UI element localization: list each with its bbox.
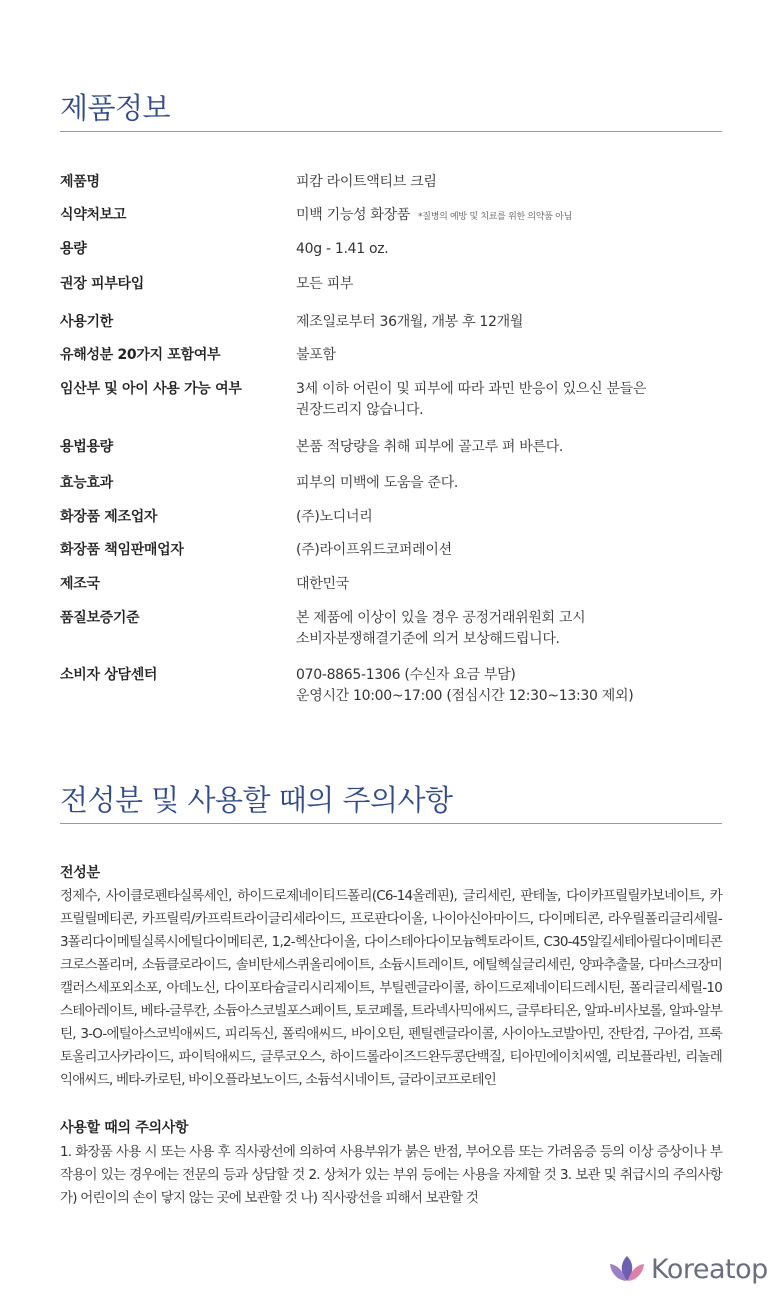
info-label: 임산부 및 아이 사용 가능 여부 [60, 381, 242, 397]
info-value: 피캄 라이트액티브 크림 [296, 174, 437, 190]
info-value [296, 379, 722, 421]
operating-hours: 운영시간 10:00~17:00 (점심시간 12:30~13:30 제외) [296, 688, 634, 704]
info-value: 불포함 [296, 347, 336, 363]
info-label: 소비자 상담센터 [60, 667, 158, 683]
brand-name: Koreatop [651, 1254, 768, 1285]
info-value-line: 본 제품에 이상이 있을 경우 공정거래위원회 고시 [296, 610, 586, 626]
phone-number: 070-8865-1306 (수신자 요금 부담) [296, 667, 516, 683]
info-label: 사용기한 [60, 314, 113, 330]
info-value-line: 권장드리지 않습니다. [296, 402, 424, 418]
info-label: 효능효과 [60, 475, 113, 491]
lotus-icon [607, 1254, 647, 1284]
info-label: 화장품 책임판매업자 [60, 542, 184, 558]
title-divider [60, 823, 722, 824]
info-value-line: 3세 이하 어린이 및 피부에 따라 과민 반응이 있으신 분들은 [296, 381, 647, 397]
info-label: 식약처보고 [60, 207, 127, 223]
info-value: 대한민국 [296, 576, 349, 592]
info-value [296, 205, 722, 228]
info-value: (주)노디너리 [296, 509, 373, 525]
info-value-text: 미백 기능성 화장품 [296, 207, 411, 223]
ingredients-list: 정제수, 사이클로펜타실록세인, 하이드로제네이티드폴리(C6-14올레핀), 글리세린, 판테놀, 다이카프릴릴카보네이트, 카프릴릴메티콘, 카프릴릭/카프릭트라이글리세라이드, 프로판다이올, 나이아신아마이드, 다이메티콘, 라우릴폴리글리세릴-3폴리다이메틸실록시에틸다이메티콘, 1,2-헥산다이올, 다이스테아다이모늄헥토라이트, C30-45알킬세테아릴다이메티콘크로스폴리머, 소듐클로라이드, 솔비탄세스퀴올리에이트, 소듐시트레이트, 에틸헥실글리세린, 양파추출물, 다마스크장미캘러스세포외소포, 아데노신, 다이포타슘글리시리제이트, 부틸렌글라이콜, 하이드로제네이티드레시틴, 폴리글리세릴-10스테아레이트, 베타-글루칸, 소듐아스코빌포스페이트, 토코페롤, 트라넥사믹애씨드, 글루타티온, 알파-비사보롤, 알파-알부틴, 3-O-에틸아스코빅애씨드, 피리독신, 폴릭애씨드, 바이오틴, 펜틸렌글라이콜, 사이아노코발아민, 잔탄검, 구아검, 프룩토올리고사카라이드, 파이틱애씨드, 글루코오스, 하이드롤라이즈드완두콩단백질, 티아민에이치씨엘, 리보플라빈, 리놀레익애씨드, 베타-카로틴, 바이오플라보노이드, 소듐석시네이트, 글라이코프로테인 [60, 888, 722, 1088]
product-info-title: 제품정보 [60, 91, 171, 125]
info-value: (주)라이프위드코퍼레이션 [296, 542, 452, 558]
info-value: 모든 피부 [296, 276, 354, 292]
caution-text: 1. 화장품 사용 시 또는 사용 후 직사광선에 의하여 사용부위가 붉은 반점, 부어오름 또는 가려움증 등의 이상 증상이나 부작용이 있는 경우에는 전문의 등과 상담할 것 2. 상처가 있는 부위 등에는 사용을 자제할 것 3. 보관 및 취급시의 주의사항 가) 어린이의 손이 닿지 않는 곳에 보관할 것 나) 직사광선을 피해서 보관할 것 [60, 1144, 722, 1206]
info-value [296, 665, 722, 707]
info-value [296, 608, 722, 650]
brand-logo [607, 1252, 772, 1288]
info-label: 권장 피부타입 [60, 276, 144, 292]
info-label: 제품명 [60, 174, 100, 190]
info-label: 유해성분 20가지 포함여부 [60, 347, 221, 363]
info-value: 40g - 1.41 oz. [296, 241, 389, 257]
info-label: 용법용량 [60, 439, 113, 455]
info-value: 제조일로부터 36개월, 개봉 후 12개월 [296, 314, 524, 330]
disclaimer-note: *질병의 예방 및 치료를 위한 의약품 아님 [418, 212, 572, 222]
info-label: 화장품 제조업자 [60, 509, 158, 525]
info-value-line: 소비자분쟁해결기준에 의거 보상해드립니다. [296, 631, 560, 647]
info-label: 용량 [60, 241, 87, 257]
info-value: 피부의 미백에 도움을 준다. [296, 475, 459, 491]
ingredients-section-title: 전성분 및 사용할 때의 주의사항 [60, 783, 453, 817]
info-label: 품질보증기준 [60, 610, 140, 626]
info-value: 본품 적당량을 취해 피부에 골고루 펴 바른다. [296, 439, 564, 455]
ingredients-heading: 전성분 [60, 865, 100, 881]
caution-heading: 사용할 때의 주의사항 [60, 1120, 189, 1136]
title-divider [60, 131, 722, 132]
info-label: 제조국 [60, 576, 100, 592]
